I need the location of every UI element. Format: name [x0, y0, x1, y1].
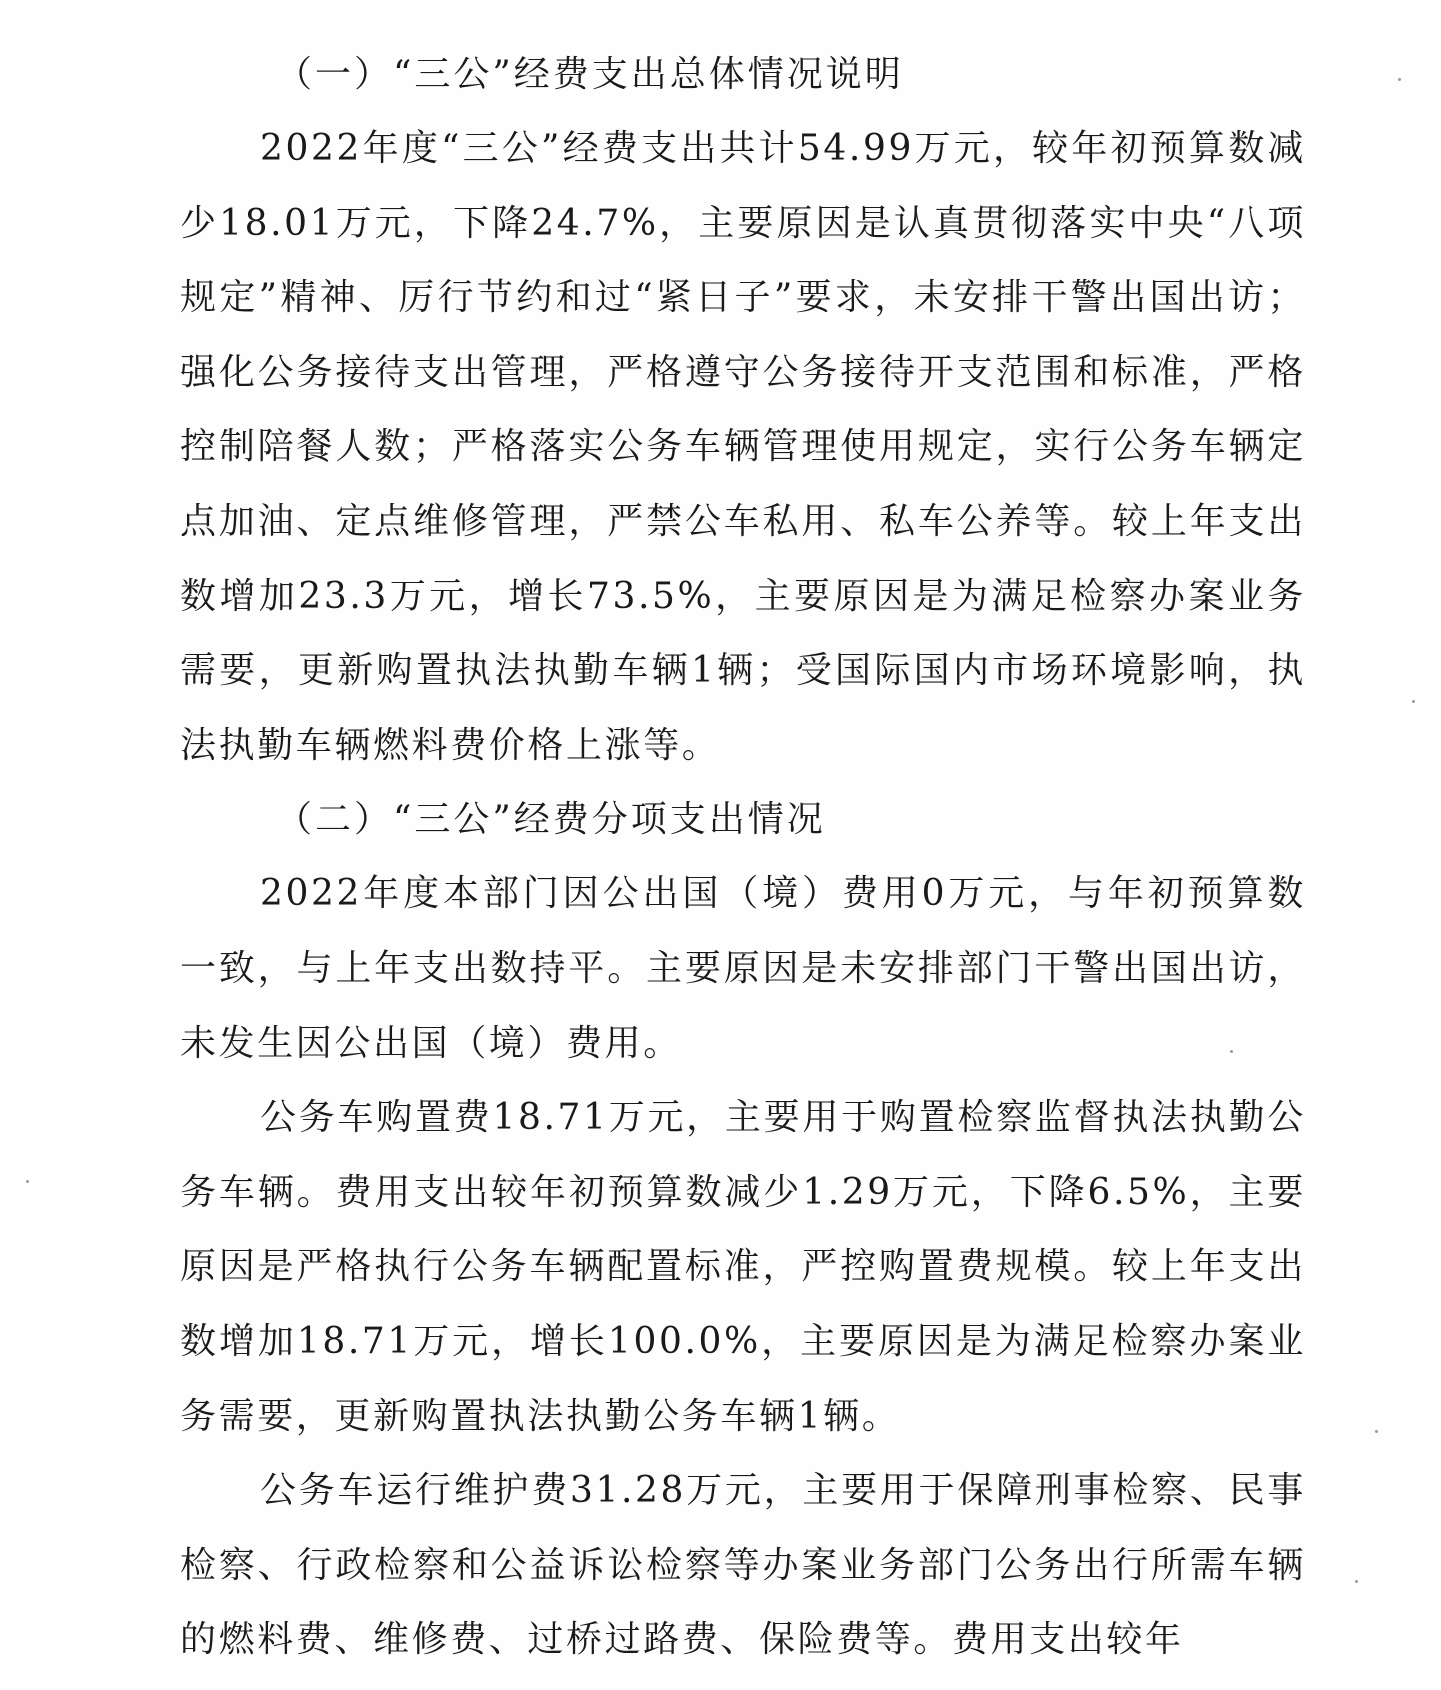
section-2-paragraph-2: 公务车购置费18.71万元，主要用于购置检察监督执法执勤公务车辆。费用支出较年初预算数减少1.29万元，下降6.5%，主要原因是严格执行公务车辆配置标准，严控购置费规模。较上年支出数增加18.71万元，增长100.0%，主要原因是为满足检察办案业务需要，更新购置执法执勤公务车辆1辆。 — [180, 1097, 1306, 1437]
section-2-heading: （二）“三公”经费分项支出情况 — [276, 799, 826, 841]
section-2-paragraph-1: 2022年度本部门因公出国（境）费用0万元，与年初预算数一致，与上年支出数持平。主要原因是未安排部门干警出国出访，未发生因公出国（境）费用。 — [180, 873, 1306, 1064]
section-2-paragraph-3: 公务车运行维护费31.28万元，主要用于保障刑事检察、民事检察、行政检察和公益诉讼检察等办案业务部门公务出行所需车辆的燃料费、维修费、过桥过路费、保险费等。费用支出较年 — [180, 1470, 1306, 1661]
scan-speck — [1355, 1580, 1358, 1583]
scan-speck — [1375, 1430, 1378, 1433]
scan-speck — [26, 1180, 29, 1183]
document-body — [180, 38, 1306, 1678]
section-1-paragraph: 2022年度“三公”经费支出共计54.99万元，较年初预算数减少18.01万元，下降24.7%，主要原因是认真贯彻落实中央“八项规定”精神、厉行节约和过“紧日子”要求，未安排干警出国出访；强化公务接待支出管理，严格遵守公务接待开支范围和标准，严格控制陪餐人数；严格落实公务车辆管理使用规定，实行公务车辆定点加油、定点维修管理，严禁公车私用、私车公养等。较上年支出数增加23.3万元，增长73.5%，主要原因是为满足检察办案业务需要，更新购置执法执勤车辆1辆；受国际国内市场环境影响，执法执勤车辆燃料费价格上涨等。 — [180, 128, 1306, 766]
scan-speck — [1230, 1050, 1233, 1053]
scan-speck — [1398, 78, 1401, 81]
section-1-heading: （一）“三公”经费支出总体情况说明 — [276, 54, 904, 95]
scan-speck — [1412, 700, 1415, 703]
